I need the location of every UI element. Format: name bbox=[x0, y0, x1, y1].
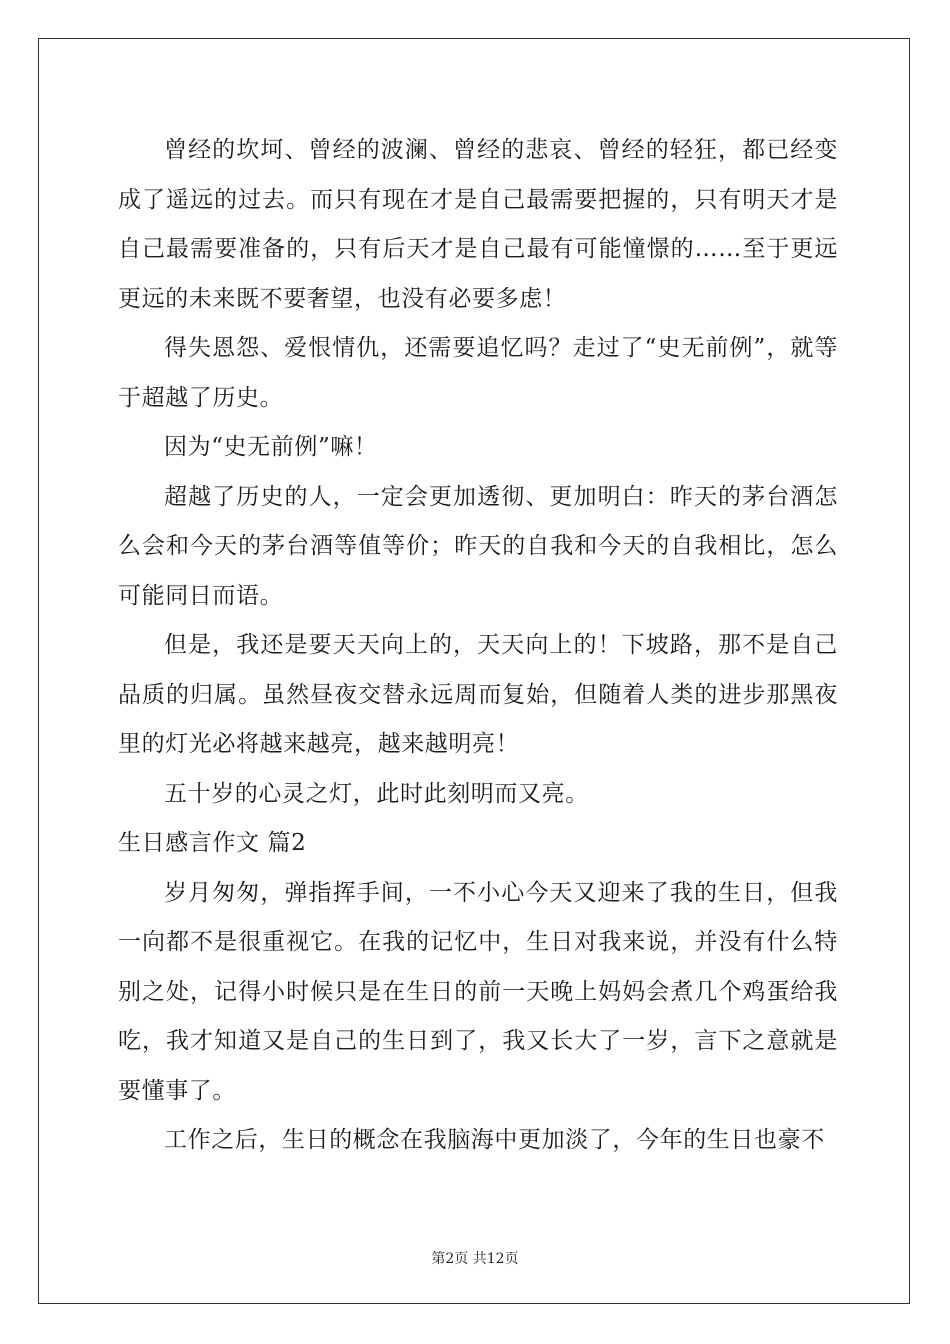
paragraph: 超越了历史的人，一定会更加透彻、更加明白：昨天的茅台酒怎么会和今天的茅台酒等值等价；昨天的自我和今天的自我相比，怎么可能同日而语。 bbox=[118, 483, 838, 609]
paragraph: 因为“史无前例”嘛！ bbox=[164, 434, 378, 460]
page-footer: 第2页 共12页 bbox=[431, 1251, 519, 1267]
paragraph: 岁月匆匆，弹指挥手间，一不小心今天又迎来了我的生日，但我一向都不是很重视它。在我的记忆中，生日对我来说，并没有什么特别之处，记得小时候只是在生日的前一天晚上妈妈会煮几个鸡蛋给我吃，我才知道又是自己的生日到了，我又长大了一岁，言下之意就是要懂事了。 bbox=[118, 879, 838, 1104]
paragraph: 但是，我还是要天天向上的，天天向上的！下坡路，那不是自己品质的归属。虽然昼夜交替永远周而复始，但随着人类的进步那黑夜里的灯光必将越来越亮，越来越明亮！ bbox=[118, 632, 838, 757]
paragraph: 工作之后，生日的概念在我脑海中更加淡了，今年的生日也豪不 bbox=[164, 1127, 825, 1153]
paragraph: 曾经的坎坷、曾经的波澜、曾经的悲哀、曾经的轻狂，都已经变成了遥远的过去。而只有现在才是自己最需要把握的，只有明天才是自己最需要准备的，只有后天才是自己最有可能憧憬的……至于更远更远的未来既不要奢望，也没有必要多虑！ bbox=[118, 137, 838, 312]
paragraph: 五十岁的心灵之灯，此时此刻明而又亮。 bbox=[164, 780, 589, 807]
section-heading: 生日感言作文 篇2 bbox=[118, 830, 307, 856]
document-body bbox=[118, 126, 838, 1166]
paragraph: 得失恩怨、爱恨情仇，还需要追忆吗？走过了“史无前例”，就等于超越了历史。 bbox=[118, 335, 838, 411]
